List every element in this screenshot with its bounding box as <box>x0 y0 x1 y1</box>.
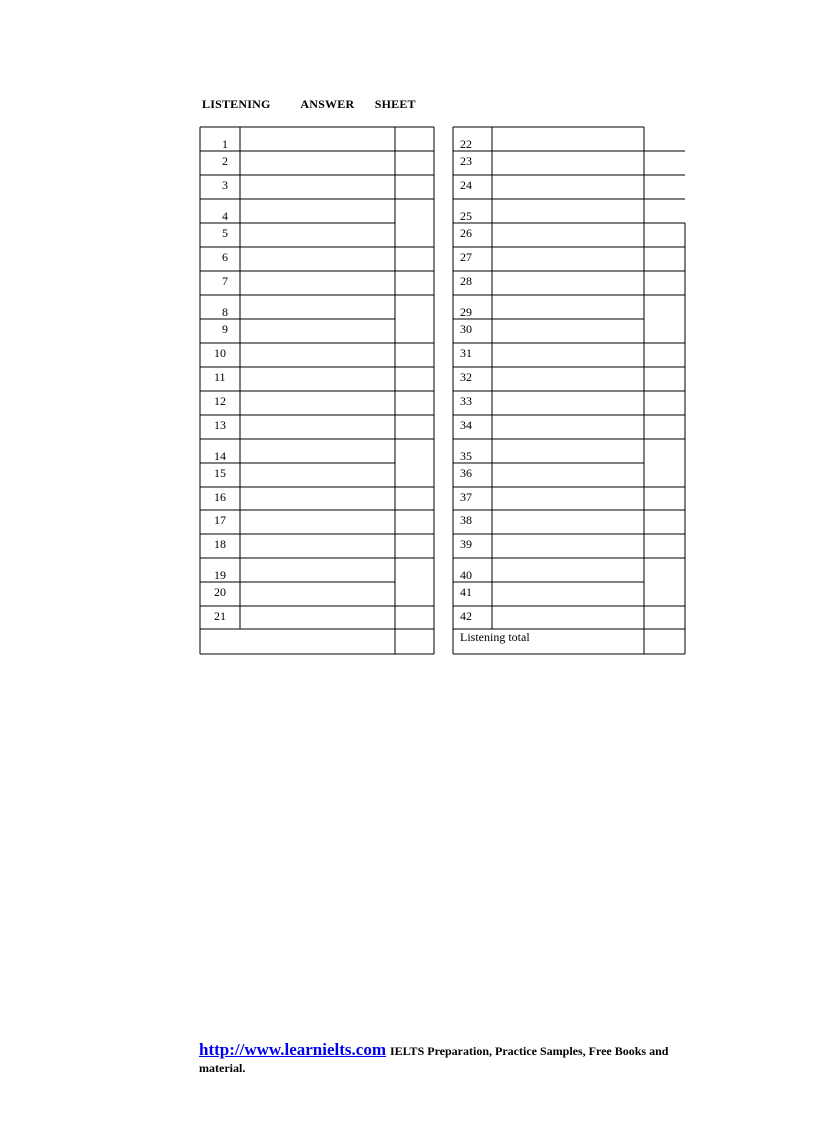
left-table-question-number: 5 <box>222 226 228 240</box>
left-table-question-number: 10 <box>214 346 226 360</box>
left-table-question-number: 12 <box>214 394 226 408</box>
left-table-question-number: 14 <box>214 449 226 463</box>
right-table-question-number: 42 <box>460 609 472 623</box>
website-link[interactable]: http://www.learnielts.com <box>199 1040 386 1059</box>
right-table-question-number: 28 <box>460 274 472 288</box>
right-table-question-number: 34 <box>460 418 472 432</box>
right-table-question-number: 40 <box>460 568 472 582</box>
right-table-question-number: 27 <box>460 250 472 264</box>
left-table-question-number: 20 <box>214 585 226 599</box>
right-table-question-number: 24 <box>460 178 472 192</box>
left-table-question-number: 9 <box>222 322 228 336</box>
left-table-question-number: 17 <box>214 513 226 527</box>
right-table-question-number: 39 <box>460 537 472 551</box>
right-table-question-number: 25 <box>460 209 472 223</box>
left-table-question-number: 2 <box>222 154 228 168</box>
right-table-question-number: 36 <box>460 466 472 480</box>
right-table-question-number: 38 <box>460 513 472 527</box>
listening-total-label: Listening total <box>460 630 530 644</box>
left-table-question-number: 4 <box>222 209 228 223</box>
right-table-question-number: 37 <box>460 490 472 504</box>
left-table-question-number: 7 <box>222 274 228 288</box>
left-table-question-number: 18 <box>214 537 226 551</box>
left-table-question-number: 13 <box>214 418 226 432</box>
right-table-question-number: 31 <box>460 346 472 360</box>
footer <box>199 1041 689 1077</box>
right-table-question-number: 41 <box>460 585 472 599</box>
left-table-question-number: 15 <box>214 466 226 480</box>
answer-sheet-title: LISTENING ANSWER SHEET <box>202 97 416 111</box>
right-table-question-number: 30 <box>460 322 472 336</box>
footer-text: IELTS Preparation, Practice Samples, Free Books and material. <box>199 1044 669 1075</box>
right-table-question-number: 23 <box>460 154 472 168</box>
right-table-question-number: 29 <box>460 305 472 319</box>
left-table-question-number: 8 <box>222 305 228 319</box>
left-table-question-number: 6 <box>222 250 228 264</box>
right-table-question-number: 33 <box>460 394 472 408</box>
right-table-question-number: 26 <box>460 226 472 240</box>
right-table-question-number: 32 <box>460 370 472 384</box>
left-table-question-number: 16 <box>214 490 226 504</box>
left-table-question-number: 1 <box>222 137 228 151</box>
left-table-question-number: 21 <box>214 609 226 623</box>
right-table-question-number: 22 <box>460 137 472 151</box>
left-table-question-number: 19 <box>214 568 226 582</box>
left-table-question-number: 11 <box>214 370 226 384</box>
right-table-question-number: 35 <box>460 449 472 463</box>
left-table-question-number: 3 <box>222 178 228 192</box>
